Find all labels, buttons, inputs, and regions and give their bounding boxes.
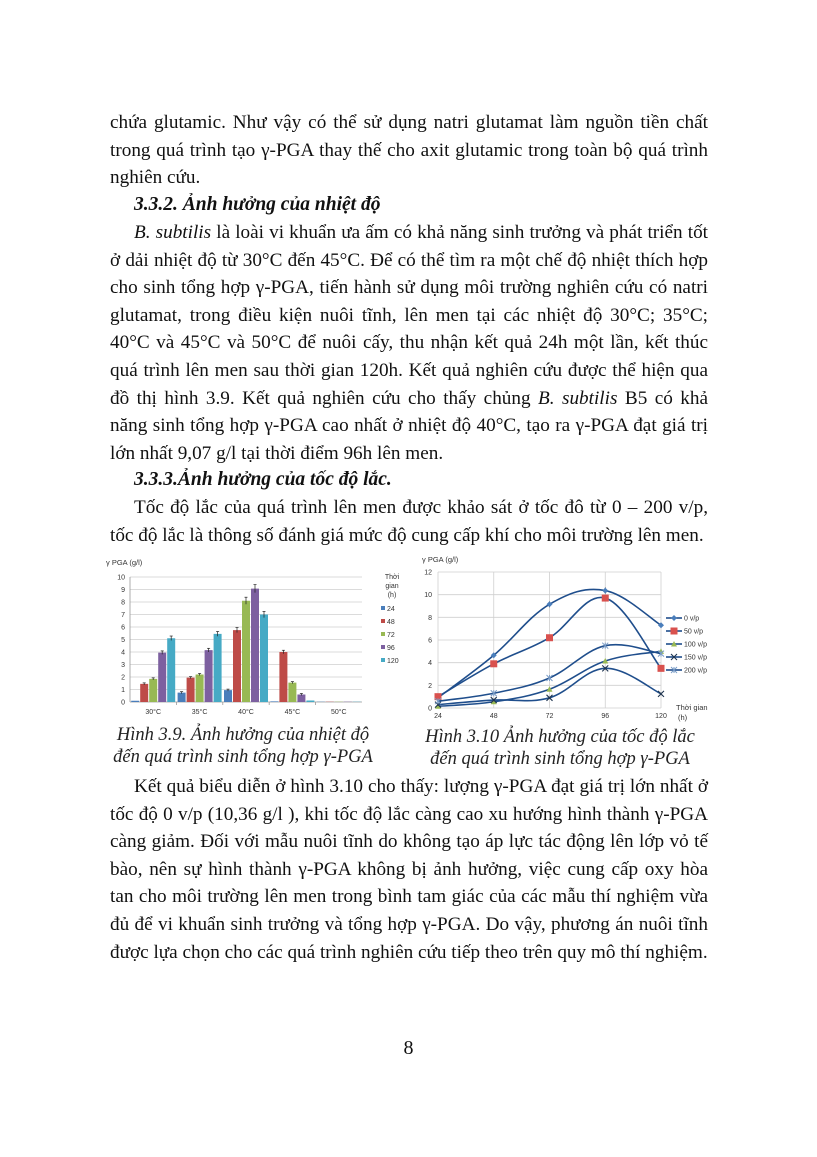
paragraph-temperature-text-b: B5 có khả năng sinh tổng hợp γ-PGA cao nhất ở nhiệt độ 40°C, tạo ra γ-PGA đạt giá trị lớn nhất 9,07 g/l tại thời điểm 96h lên men. <box>110 387 708 464</box>
line-chart-x-axis-label-line1: Thời gian <box>676 703 708 712</box>
bar-72h-1 <box>196 675 204 703</box>
data-point-marker <box>602 588 608 594</box>
bar-48h-3 <box>279 652 287 702</box>
figure-3-9-caption-line1: Hình 3.9. Ảnh hưởng của nhiệt độ <box>116 725 370 745</box>
bar-legend-swatch <box>381 606 385 610</box>
line-legend-label: 200 v/p <box>684 667 707 675</box>
bar-120h-2 <box>260 615 268 703</box>
bar-chart-x-tick-label: 50°C <box>330 709 347 716</box>
line-chart-y-tick-label: 10 <box>424 592 432 600</box>
line-chart-x-tick-label: 24 <box>434 713 442 720</box>
bar-24h-3 <box>270 701 278 702</box>
bar-chart-y-tick-label: 10 <box>117 574 125 582</box>
bar-legend-label: 72 <box>387 632 395 639</box>
bar-24h-2 <box>224 690 232 702</box>
line-chart-y-tick-label: 4 <box>428 660 432 668</box>
bar-chart-y-tick-label: 2 <box>121 674 125 682</box>
figure-3-10-line-chart <box>410 550 720 725</box>
bar-chart-y-tick-label: 4 <box>121 649 125 657</box>
bar-legend-title: Thời <box>384 574 400 581</box>
line-legend-label: 150 v/p <box>684 654 707 662</box>
figure-3-9-caption <box>108 724 378 768</box>
figure-3-9-caption-line2: đến quá trình sinh tổng hợp γ-PGA <box>113 747 373 767</box>
bar-chart-y-tick-label: 3 <box>121 662 125 669</box>
line-chart-y-tick-label: 12 <box>424 569 432 577</box>
bar-legend-label: 96 <box>387 645 395 652</box>
bar-24h-0 <box>131 701 139 702</box>
bar-chart-y-tick-label: 9 <box>121 587 125 594</box>
species-name: B. subtilis <box>538 387 618 409</box>
bar-chart-y-tick-label: 0 <box>121 699 125 707</box>
data-point-marker <box>602 595 609 602</box>
data-point-marker <box>546 634 553 641</box>
bar-chart-y-tick-label: 7 <box>121 612 125 619</box>
bar-96h-2 <box>251 589 259 702</box>
line-chart-x-axis-label-line2: (h) <box>678 713 688 722</box>
bar-chart-y-tick-label: 8 <box>121 599 125 607</box>
line-chart-x-tick-label: 72 <box>545 713 554 720</box>
data-point-marker <box>547 675 553 681</box>
bar-legend-label: 120 <box>387 658 399 665</box>
paragraph-temperature <box>110 219 708 467</box>
bar-chart-x-tick-label: 40°C <box>238 709 254 716</box>
line-legend-label: 0 v/p <box>684 615 700 623</box>
section-heading-3-3-3: 3.3.3.Ảnh hưởng của tốc độ lắc. <box>134 469 392 490</box>
bar-48h-2 <box>233 630 241 702</box>
bar-96h-3 <box>297 695 305 703</box>
bar-legend-swatch <box>381 619 385 623</box>
bar-120h-0 <box>167 638 175 702</box>
line-chart-y-tick-label: 8 <box>428 614 432 622</box>
line-chart-y-tick-label: 6 <box>428 637 432 645</box>
bar-chart-y-axis-label: γ PGA (g/l) <box>106 558 143 567</box>
species-name: B. subtilis <box>134 222 212 243</box>
data-point-marker <box>490 660 497 667</box>
bar-24h-1 <box>178 693 186 702</box>
bar-legend-swatch <box>381 645 385 649</box>
line-legend-label: 50 v/p <box>684 628 704 636</box>
paragraph-shaking-speed: Tốc độ lắc của quá trình lên men được khảo sát ở tốc đô từ 0 – 200 v/p, tốc độ lắc là thông số đánh giá mức độ cung cấp khí cho môi trường lên men. <box>110 497 708 546</box>
bar-96h-1 <box>205 650 213 702</box>
figure-3-10-caption-line2: đến quá trình sinh tổng hợp γ-PGA <box>430 749 690 769</box>
figure-3-10-caption <box>410 726 710 770</box>
paragraph-temperature-text-a: là loài vi khuẩn ưa ấm có khả năng sinh trưởng và phát triển tốt ở dải nhiệt độ từ 30°C đến 45°C. Để có thể tìm ra một chế độ nhiệt thích hợp cho sinh tổng hợp γ-PGA, tiến hành sử dụng môi trường nghiên cứu có natri glutamat, trong điều kiện nuôi tĩnh, lên men tại các nhiệt độ 30°C; 35°C; 40°C và 45°C và 50°C để nuôi cấy, thu nhận kết quả 24h một lần, kết thúc quá trình lên men sau thời gian 120h. Kết quả nghiên cứu được thể hiện qua đồ thị hình 3.9. Kết quả nghiên cứu cho thấy chủng <box>110 222 709 409</box>
bar-120h-3 <box>306 701 314 703</box>
bar-legend-label: 24 <box>387 606 395 613</box>
line-chart-y-tick-label: 2 <box>428 682 432 690</box>
bar-chart-x-tick-label: 30°C <box>145 709 162 716</box>
bar-96h-0 <box>158 653 166 702</box>
bar-legend-title: gian <box>385 583 399 590</box>
line-legend-label: 100 v/p <box>684 641 707 649</box>
line-chart-x-tick-label: 96 <box>601 713 610 720</box>
bar-72h-0 <box>149 679 157 702</box>
line-chart-x-tick-label: 48 <box>489 713 498 720</box>
bar-chart-y-tick-label: 1 <box>121 687 125 694</box>
bar-legend-swatch <box>381 632 385 636</box>
bar-72h-2 <box>242 601 250 702</box>
bar-chart-x-tick-label: 35°C <box>191 709 208 716</box>
paragraph-intro: chứa glutamic. Như vậy có thể sử dụng natri glutamat làm nguồn tiền chất trong quá trình tạo γ-PGA thay thế cho axit glutamic trong toàn bộ quá trình nghiên cứu. <box>110 112 708 189</box>
bar-chart-x-tick-label: 45°C <box>284 709 301 716</box>
bar-legend-title: (h) <box>387 592 397 599</box>
bar-48h-1 <box>187 678 195 702</box>
paragraph-results: Kết quả biểu diễn ở hình 3.10 cho thấy: lượng γ-PGA đạt giá trị lớn nhất ở tốc độ 0 v/p (10,36 g/l ), khi tốc độ lắc càng cao xu hướng hình thành γ-PGA càng giảm. Đối với mẫu nuôi tĩnh do không tạo áp lực tác động lên lớp vỏ tế bào, nên sự hình thành γ-PGA không bị ảnh hưởng, việc cung cấp oxy hòa tan cho môi trường lên men trong bình tam giác của các mẫu thí nghiệm vừa đủ để vi khuẩn sinh trưởng và tổng hợp γ-PGA. Do vậy, phương án nuôi tĩnh được lựa chọn cho các quá trình nghiên cứu tiếp theo trên quy mô thí nghiệm. <box>110 776 708 963</box>
figure-3-10-caption-line1: Hình 3.10 Ảnh hưởng của tốc độ lắc <box>425 727 695 747</box>
bar-chart-y-tick-label: 6 <box>121 624 125 632</box>
section-heading-3-3-2: 3.3.2. Ảnh hưởng của nhiệt độ <box>134 194 381 215</box>
bar-120h-1 <box>214 634 222 702</box>
line-chart-x-tick-label: 120 <box>655 713 667 720</box>
line-chart-y-tick-label: 0 <box>428 705 432 713</box>
bar-48h-0 <box>140 684 148 702</box>
line-legend-marker <box>671 628 678 635</box>
figure-3-9-bar-chart <box>100 555 400 725</box>
line-chart-y-axis-label: γ PGA (g/l) <box>422 555 459 564</box>
data-point-marker <box>658 665 665 672</box>
bar-chart-y-tick-label: 5 <box>121 637 125 644</box>
bar-72h-3 <box>288 683 296 702</box>
line-legend-marker <box>671 615 677 621</box>
page-number: 8 <box>403 1037 414 1059</box>
bar-legend-swatch <box>381 658 385 662</box>
bar-legend-label: 48 <box>387 619 395 626</box>
